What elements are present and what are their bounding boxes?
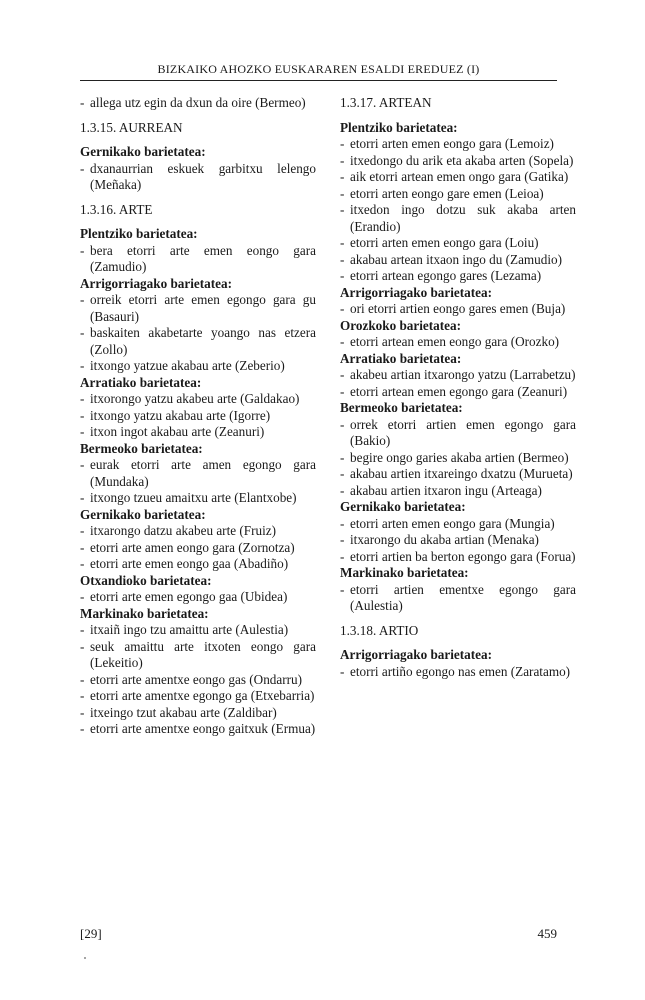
list-item [80, 161, 316, 194]
item-dash: - [340, 466, 345, 481]
item-text: itxarongo du akaba artian (Menaka) [350, 532, 539, 547]
item-text: itxongo yatzu akabau arte (Igorre) [90, 407, 271, 423]
item-dash: - [340, 482, 345, 498]
item-text: etorri arte emen egongo gaa (Ubidea) [90, 589, 288, 604]
item-text: etorri artean emen eongo gara (Orozko) [350, 334, 560, 349]
variety-heading: Gernikako barietatea: [80, 144, 206, 159]
header-rule [80, 80, 557, 81]
item-text: akabeu artian itxarongo yatzu (Larrabetzu) [350, 367, 576, 382]
list-item [80, 243, 316, 276]
list-item [80, 408, 316, 425]
list-item [80, 556, 316, 573]
variety-heading: Plentziko barietatea: [80, 226, 198, 241]
variety-heading: Arratiako barietatea: [340, 350, 462, 366]
item-dash: - [80, 539, 85, 555]
variety-heading: Otxandioko barietatea: [80, 572, 212, 588]
variety-heading: Gernikako barietatea: [80, 506, 206, 522]
item-dash: - [340, 169, 345, 184]
variety-heading: Bermeoko barietatea: [340, 400, 463, 415]
item-dash: - [340, 383, 345, 399]
item-text: etorri arte amen eongo gara (Zornotza) [90, 539, 295, 555]
list-item [340, 186, 576, 203]
item-text: itxongo tzueu amaitxu arte (Elantxobe) [90, 490, 297, 505]
item-text: itxedon ingo dotzu suk akaba arten (Erandio) [350, 202, 576, 234]
section-gap [340, 615, 576, 623]
list-item [340, 466, 576, 483]
item-dash: - [80, 358, 85, 373]
item-text: itxarongo datzu akabeu arte (Fruiz) [90, 523, 277, 538]
item-dash: - [340, 581, 345, 597]
item-text: etorri arten emen eongo gara (Lemoiz) [350, 136, 554, 151]
list-item [340, 268, 576, 285]
item-text: seuk amaittu arte itxoten eongo gara (Lekeitio) [90, 638, 316, 670]
item-text: baskaiten akabetarte yoango nas etzera (Zollo) [90, 325, 316, 357]
item-dash: - [340, 416, 345, 432]
item-dash: - [80, 704, 85, 720]
page-number: 459 [537, 926, 557, 941]
list-item [80, 391, 316, 408]
item-text: itxorongo yatzu akabeu arte (Galdakao) [90, 391, 300, 406]
item-dash: - [340, 136, 345, 151]
variety-heading: Arrigorriagako barietatea: [80, 275, 232, 291]
item-text: etorri arte amentxe egongo ga (Etxebarria) [90, 688, 315, 703]
section-gap [80, 112, 316, 120]
item-dash: - [80, 589, 85, 604]
item-text: etorri arte amentxe eongo gas (Ondarru) [90, 671, 303, 687]
item-text: begire ongo garies akaba artien (Bermeo) [350, 449, 569, 465]
item-dash: - [80, 688, 85, 703]
item-text: etorri arten eongo gare emen (Leioa) [350, 185, 544, 201]
variety-heading: Markinako barietatea: [340, 565, 469, 580]
item-dash: - [340, 202, 345, 217]
item-dash: - [340, 301, 345, 316]
item-text: etorri arte amentxe eongo gaitxuk (Ermua) [90, 721, 316, 736]
item-dash: - [80, 671, 85, 687]
list-item [80, 540, 316, 557]
item-dash: - [80, 523, 85, 538]
item-text: itxedongo du arik eta akaba arten (Sopela) [350, 152, 574, 168]
item-text: etorri artean egongo gares (Lezama) [350, 268, 542, 283]
item-text: orreik etorri arte emen egongo gara gu (Basauri) [90, 292, 316, 324]
list-item [80, 325, 316, 358]
variety-heading: Arrigorriagako barietatea: [340, 647, 492, 662]
item-text: etorri artiño egongo nas emen (Zaratamo) [350, 663, 571, 679]
list-item [80, 358, 316, 375]
list-item [340, 169, 576, 186]
item-dash: - [80, 95, 85, 110]
left-column [80, 95, 316, 738]
list-item [340, 235, 576, 252]
list-item [80, 705, 316, 722]
item-dash: - [80, 622, 85, 637]
list-item [80, 292, 316, 325]
list-item [80, 490, 316, 507]
footer-bracket-number: [29] [80, 926, 102, 941]
item-dash: - [340, 548, 345, 564]
scan-speck [84, 957, 86, 959]
list-item [80, 523, 316, 540]
item-dash: - [80, 490, 85, 505]
item-dash: - [80, 638, 85, 654]
list-item [340, 301, 576, 318]
item-text: etorri arte emen eongo gaa (Abadiño) [90, 556, 289, 571]
section-title: 1.3.15. AURREAN [80, 119, 183, 135]
item-text: itxongo yatzue akabau arte (Zeberio) [90, 358, 285, 373]
item-text: eurak etorri arte amen egongo gara (Mundaka) [90, 457, 316, 489]
list-item [340, 483, 576, 500]
list-item [340, 367, 576, 384]
item-dash: - [340, 251, 345, 267]
item-text: etorri arten emen eongo gara (Loiu) [350, 235, 539, 250]
item-text: akabau artien itxaron ingu (Arteaga) [350, 482, 542, 498]
list-item [80, 672, 316, 689]
item-text: itxon ingot akabau arte (Zeanuri) [90, 424, 265, 439]
list-item [80, 688, 316, 705]
item-text: etorri artien ementxe egongo gara (Aulestia) [350, 581, 576, 613]
variety-heading: Plentziko barietatea: [340, 119, 458, 135]
item-text: allega utz egin da dxun da oire (Bermeo) [90, 95, 306, 110]
section-title: 1.3.16. ARTE [80, 201, 153, 217]
item-text: akabau artean itxaon ingo du (Zamudio) [350, 251, 563, 267]
item-dash: - [80, 556, 85, 571]
item-text: bera etorri arte emen eongo gara (Zamudio) [90, 242, 316, 274]
section-title: 1.3.18. ARTIO [340, 622, 419, 638]
list-item [340, 582, 576, 615]
list-item [80, 95, 316, 112]
list-item [340, 417, 576, 450]
list-item [340, 664, 576, 681]
item-dash: - [340, 235, 345, 250]
item-dash: - [80, 424, 85, 439]
item-dash: - [340, 152, 345, 168]
variety-heading: Bermeoko barietatea: [80, 440, 203, 456]
list-item [80, 721, 316, 738]
variety-heading: Orozkoko barietatea: [340, 317, 461, 333]
list-item [340, 202, 576, 235]
list-item [340, 450, 576, 467]
variety-heading: Markinako barietatea: [80, 605, 209, 621]
section-title: 1.3.17. ARTEAN [340, 95, 432, 110]
variety-heading: Gernikako barietatea: [340, 499, 466, 514]
item-text: akabau artien itxareingo dxatzu (Murueta) [350, 466, 573, 481]
list-item [340, 549, 576, 566]
item-dash: - [340, 532, 345, 547]
list-item [80, 639, 316, 672]
list-item [340, 153, 576, 170]
item-dash: - [340, 515, 345, 531]
item-dash: - [80, 721, 85, 736]
item-text: etorri arten emen eongo gara (Mungia) [350, 515, 555, 531]
item-dash: - [80, 292, 85, 307]
item-text: aik etorri artean emen ongo gara (Gatika) [350, 169, 569, 184]
item-dash: - [80, 457, 85, 472]
item-dash: - [80, 325, 85, 340]
section-gap [80, 194, 316, 202]
running-header: BIZKAIKO AHOZKO EUSKARAREN ESALDI EREDUEZ (I) [157, 62, 480, 76]
right-column [340, 95, 576, 680]
item-text: orrek etorri artien emen egongo gara (Bakio) [350, 416, 576, 448]
variety-heading: Arratiako barietatea: [80, 374, 202, 390]
item-text: itxaiñ ingo tzu amaittu arte (Aulestia) [90, 622, 289, 637]
item-text: etorri artean emen egongo gara (Zeanuri) [350, 383, 568, 399]
item-dash: - [340, 449, 345, 465]
item-dash: - [340, 334, 345, 349]
item-dash: - [340, 367, 345, 382]
item-text: itxeingo tzut akabau arte (Zaldibar) [90, 704, 277, 720]
list-item [340, 532, 576, 549]
list-item [80, 457, 316, 490]
item-dash: - [340, 268, 345, 283]
list-item [340, 384, 576, 401]
list-item [80, 589, 316, 606]
list-item [340, 136, 576, 153]
list-item [80, 622, 316, 639]
list-item [340, 516, 576, 533]
item-dash: - [80, 242, 85, 258]
list-item [340, 252, 576, 269]
list-item [80, 424, 316, 441]
item-text: etorri artien ba berton egongo gara (Forua) [350, 548, 576, 564]
list-item [340, 334, 576, 351]
item-text: dxanaurrian eskuek garbitxu lelengo (Meñaka) [90, 160, 316, 192]
variety-heading: Arrigorriagako barietatea: [340, 284, 492, 300]
item-dash: - [80, 391, 85, 406]
item-dash: - [340, 663, 345, 679]
item-dash: - [80, 407, 85, 423]
item-dash: - [80, 160, 85, 176]
item-text: ori etorri artien eongo gares emen (Buja) [350, 301, 566, 316]
item-dash: - [340, 185, 345, 201]
